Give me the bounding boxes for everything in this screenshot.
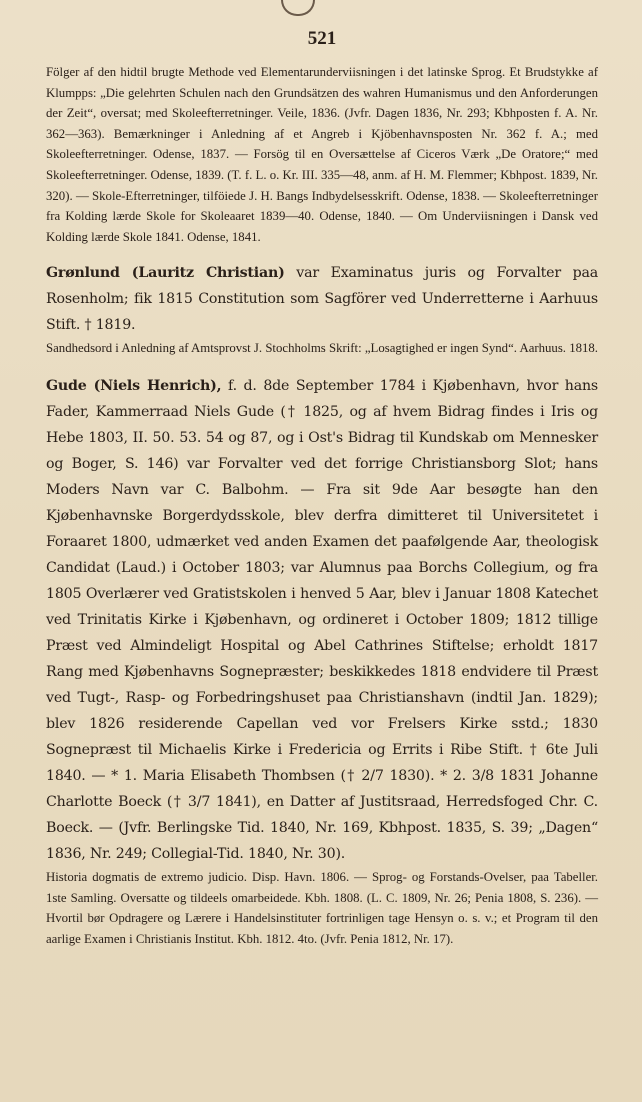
- bibliography-continuation: [46, 62, 598, 247]
- entry-heading: Grønlund (Lauritz Christian): [46, 265, 285, 282]
- bibliography-gronlund: [46, 338, 598, 359]
- binding-mark: [281, 0, 315, 16]
- bibliography-text: Historia dogmatis de extremo judicio. Disp. Havn. 1806. — Sprog- og Forstands-Ovelser, paa Tabeller. 1ste Samling. Oversatte og tildeels omarbeidede. Kbh. 1808. (L. C. 1809, Nr. 26; Penia 1808, S. 236). — Hvortil bør Opdragere og Lærere i Handelsinstituter fortrinligen tage Hensyn o. s. v.; et Program til den aarlige Examen i Christianis Institut. Kbh. 1812. 4to. (Jvfr. Penia 1812, Nr. 17).: [46, 869, 598, 946]
- biography-entry-gude: [46, 373, 598, 867]
- page-number: 521: [307, 28, 337, 49]
- bibliography-text: Fölger af den hidtil brugte Methode ved Elementarunderviisningen i det latinske Sprog. Et Brudstykke af Klumpps: „Die gelehrten Schulen nach den Grundsätzen des wahren Humanismus und den Anforderungen der Zeit“, oversat; med Skoleefterretninger. Veile, 1836. (Jvfr. Dagen 1836, Nr. 293; Kbhposten f. A. Nr. 362—363). Bemærkninger i Anledning af et Angreb i Kjöbenhavnsposten Nr. 362 f. A.; med Skoleefterretninger. Odense, 1837. — Forsög til en Oversættelse af Ciceros Værk „De Oratore;“ med Skoleefterretninger. Odense, 1839. (T. f. L. o. Kr. III. 335—48, anm. af H. M. Flemmer; Kbhpost. 1839, Nr. 320). — Skole-Efterretninger, tilföiede J. H. Bangs Indbydelsesskrift. Odense, 1838. — Skoleefterretninger fra Kolding lærde Skole for Skoleaaret 1839—40. Odense, 1840. — Om Underviisningen i Dansk ved Kolding lærde Skole 1841. Odense, 1841.: [46, 65, 598, 244]
- spacer: [46, 359, 598, 373]
- entry-body: f. d. 8de September 1784 i Kjøbenhavn, hvor hans Fader, Kammerraad Niels Gude († 1825, og af hvem Bidrag findes i Iris og Hebe 1803, II. 50. 53. 54 og 87, og i Ost's Bidrag til Kundskab om Mennesker og Boger, S. 146) var Forvalter ved det forrige Christiansborg Slot; hans Moders Navn var C. Balbohm. — Fra sit 9de Aar besøgte han den Kjøbenhavnske Borgerdydsskole, blev derfra dimitteret til Universitetet i Foraaret 1800, udmærket ved anden Examen det paafølgende Aar, theologisk Candidat (Laud.) i October 1803; var Alumnus paa Borchs Collegium, og fra 1805 Overlærer ved Gratistskolen i henved 5 Aar, blev i Januar 1808 Katechet ved Trinitatis Kirke i Kjøbenhavn, og ordineret i October 1809; 1812 tillige Præst ved Almindeligt Hospital og Abel Cathrines Stiftelse; erholdt 1817 Rang med Kjøbenhavns Sognepræster; beskikkedes 1818 endvidere til Præst ved Tugt-, Rasp- og Forbedringshuset paa Christianshavn (indtil Jan. 1829); blev 1826 residerende Capellan ved vor Frelsers Kirke sstd.; 1830 Sognepræst til Michaelis Kirke i Fredericia og Errits i Ribe Stift. † 6te Juli 1840. — * 1. Maria Elisabeth Thombsen († 2/7 1830). * 2. 3/8 1831 Johanne Charlotte Boeck († 3/7 1841), en Datter af Justitsraad, Herredsfoged Chr. C. Boeck. — (Jvfr. Berlingske Tid. 1840, Nr. 169, Kbhpost. 1835, S. 39; „Dagen“ 1836, Nr. 249; Collegial-Tid. 1840, Nr. 30).: [46, 377, 599, 862]
- entry-body: var Examinatus juris og Forvalter paa Rosenholm; fik 1815 Constitution som Sagförer ved Underretterne i Aarhuus Stift. † 1819.: [46, 265, 598, 334]
- biography-entry-gronlund: [46, 260, 598, 338]
- spacer: [46, 247, 598, 260]
- bibliography-text: Sandhedsord i Anledning af Amtsprovst J. Stochholms Skrift: „Losagtighed er ingen Synd“. Aarhuus. 1818.: [46, 341, 598, 356]
- bibliography-gude: [46, 867, 598, 949]
- entry-heading: Gude (Niels Henrich),: [46, 377, 222, 394]
